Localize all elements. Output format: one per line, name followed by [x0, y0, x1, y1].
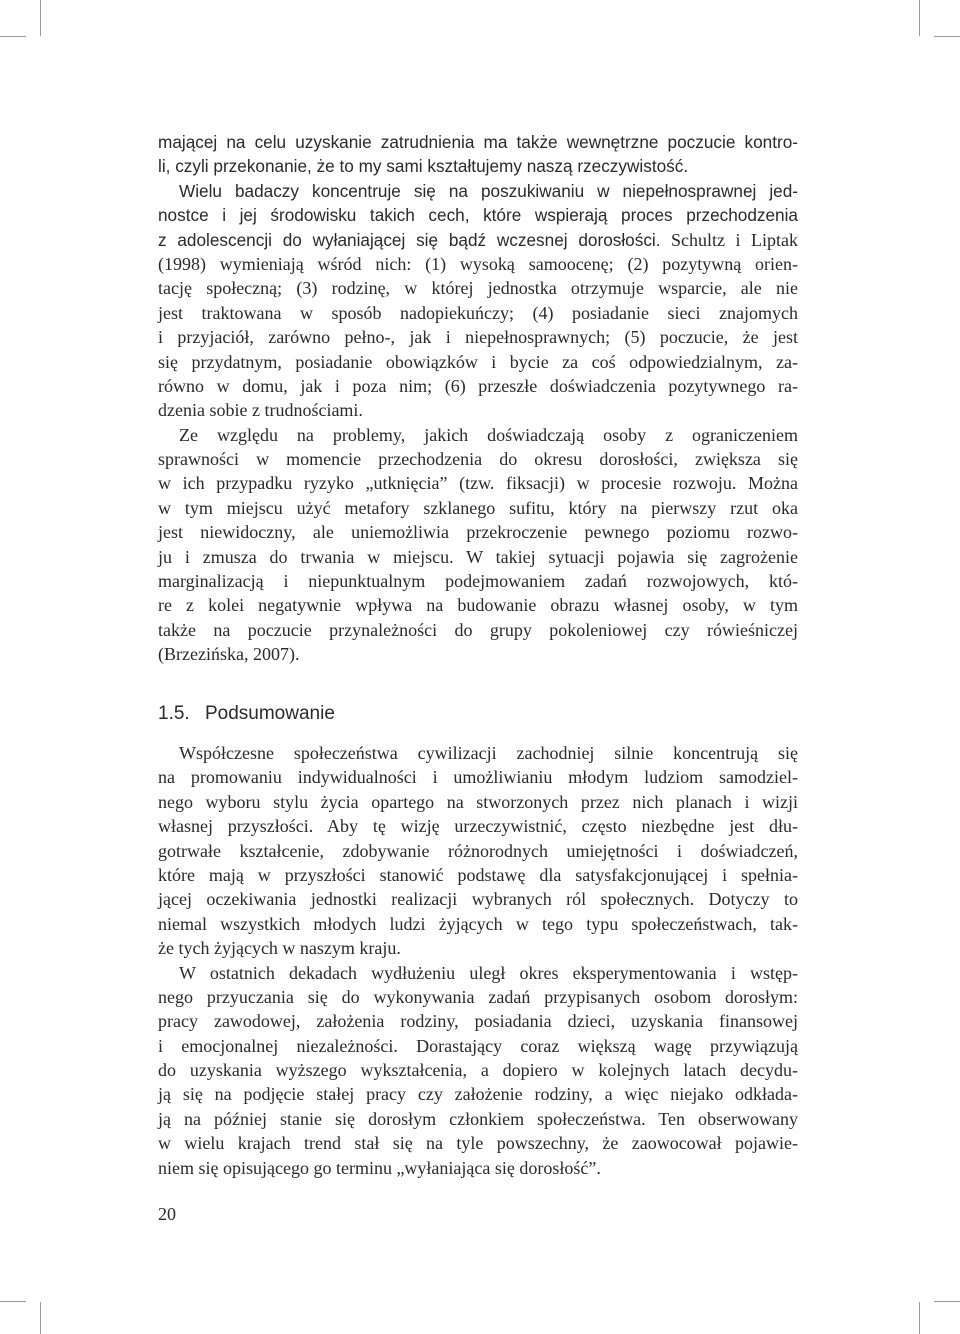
- section-title: Podsumowanie: [204, 703, 335, 724]
- crop-mark-bottom-right-h: [934, 1301, 960, 1302]
- text-line: dzenia sobie z trudnościami.: [158, 400, 363, 421]
- text-line: ją na później stanie się dorosłym członkiem społeczeństwa. Ten obserwowany: [158, 1108, 798, 1129]
- text-line: że tych żyjących w naszym kraju.: [158, 938, 401, 959]
- section-number: 1.5.: [158, 703, 190, 724]
- text-line: i przyjaciół, zarówno pełno-, jak i niepełnosprawnych; (5) poczucie, że jest: [158, 327, 798, 348]
- text-line: tację społeczną; (3) rodzinę, w której jednostka otrzymuje wsparcie, ale nie: [158, 278, 798, 299]
- text-line: jest traktowana w sposób nadopiekuńczy; (4) posiadanie sieci znajomych: [158, 302, 798, 323]
- text-line: się przydatnym, posiadanie obowiązków i bycie za coś odpowiedzialnym, za-: [158, 351, 798, 372]
- text-line: własnej przyszłości. Aby tę wizję urzeczywistnić, często niezbędne jest dłu-: [158, 816, 798, 837]
- paragraph: [158, 423, 798, 667]
- text-line: jest niewidoczny, ale uniemożliwia przekroczenie pewnego poziomu rozwo-: [158, 522, 798, 543]
- text-line: ju i zmusza do trwania w miejscu. W takiej sytuacji pojawia się zagrożenie: [158, 546, 798, 567]
- text-line: mającej na celu uzyskanie zatrudnienia ma także wewnętrzne poczucie kontro-: [158, 132, 798, 152]
- crop-mark-top-left-h: [0, 36, 26, 37]
- text-line: ją się na podjęcie stałej pracy czy założenie rodziny, a więc niejako odkłada-: [158, 1084, 798, 1105]
- text-line: marginalizacją i niepunktualnym podejmowaniem zadań rozwojowych, któ-: [158, 571, 798, 592]
- text-line: także na poczucie przynależności do grupy pokoleniowej czy rówieśniczej: [158, 619, 798, 640]
- text-line: (1998) wymieniają wśród nich: (1) wysoką samoocenę; (2) pozytywną orien-: [158, 253, 798, 274]
- text-line: na promowaniu indywidualności i umożliwianiu młodym ludziom samodziel-: [158, 767, 798, 788]
- text-line: nostce i jej środowisku takich cech, które wspierają proces przechodzenia: [158, 205, 798, 226]
- text-fragment: Schultz i Liptak: [671, 229, 799, 250]
- paragraph: [158, 179, 798, 423]
- text-line: nego wyboru stylu życia opartego na stworzonych przez nich planach i wizji: [158, 791, 798, 812]
- paragraph: [158, 741, 798, 961]
- body-text-upper: [158, 130, 798, 667]
- text-line: niemal wszystkich młodych ludzi żyjących w tego typu społeczeństwach, tak-: [158, 913, 798, 934]
- section-heading: [158, 703, 335, 725]
- text-line: i emocjonalnej niezależności. Dorastający coraz większą wagę przywiązują: [158, 1035, 798, 1056]
- body-text-lower: [158, 741, 798, 1180]
- text-line: Wielu badaczy koncentruje się na poszukiwaniu w niepełnosprawnej jed-: [179, 180, 798, 201]
- text-line: niem się opisującego go terminu „wyłaniająca się dorosłość”.: [158, 1157, 601, 1178]
- text-line: w ich przypadku ryzyko „utknięcia” (tzw. fiksacji) w procesie rozwoju. Można: [158, 473, 798, 494]
- crop-mark-top-right-h: [934, 36, 960, 37]
- text-line: sprawności w momencie przechodzenia do okresu dorosłości, zwiększa się: [158, 449, 798, 470]
- text-line: W ostatnich dekadach wydłużeniu uległ okres eksperymentowania i wstęp-: [179, 962, 798, 983]
- crop-mark-bottom-left-h: [0, 1301, 26, 1302]
- paragraph: [158, 130, 798, 179]
- text-line: w wielu krajach trend stał się na tyle powszechny, że zaowocował pojawie-: [158, 1133, 798, 1154]
- text-line: które mają w przyszłości stanowić podstawę dla satysfakcjonującej i spełnia-: [158, 864, 798, 885]
- crop-mark-bottom-right: [919, 1302, 920, 1334]
- paragraph: [158, 961, 798, 1181]
- text-line: jącej oczekiwania jednostki realizacji wybranych ról społecznych. Dotyczy to: [158, 889, 798, 910]
- crop-mark-bottom-left: [40, 1302, 41, 1334]
- text-line: pracy zawodowej, założenia rodziny, posiadania dzieci, uzyskania finansowej: [158, 1011, 798, 1032]
- text-line: nego przyuczania się do wykonywania zadań przypisanych osobom dorosłym:: [158, 986, 798, 1007]
- crop-mark-top-right: [919, 0, 920, 36]
- crop-mark-top-left: [40, 0, 41, 36]
- text-fragment: z adolescencji do wyłaniającej się bądź wczesnej dorosłości.: [158, 229, 661, 250]
- text-line: (Brzezińska, 2007).: [158, 644, 300, 665]
- text-line: li, czyli przekonanie, że to my sami kształtujemy naszą rzeczywistość.: [158, 156, 689, 177]
- text-line: równo w domu, jak i poza nim; (6) przeszłe doświadczenia pozytywnego ra-: [158, 375, 798, 396]
- text-line: Współczesne społeczeństwa cywilizacji zachodniej silnie koncentrują się: [179, 743, 798, 763]
- text-line: w tym miejscu użyć metafory szklanego sufitu, który na pierwszy rzut oka: [158, 497, 798, 518]
- text-line: Ze względu na problemy, jakich doświadczają osoby z ograniczeniem: [179, 424, 798, 445]
- text-line: re z kolei negatywnie wpływa na budowanie obrazu własnej osoby, w tym: [158, 595, 798, 616]
- text-line: do uzyskania wyższego wykształcenia, a dopiero w kolejnych latach decydu-: [158, 1060, 798, 1081]
- page-number: 20: [158, 1204, 176, 1224]
- text-line: gotrwałe kształcenie, zdobywanie różnorodnych umiejętności i doświadczeń,: [158, 840, 798, 861]
- text-line-mixed: [158, 228, 798, 252]
